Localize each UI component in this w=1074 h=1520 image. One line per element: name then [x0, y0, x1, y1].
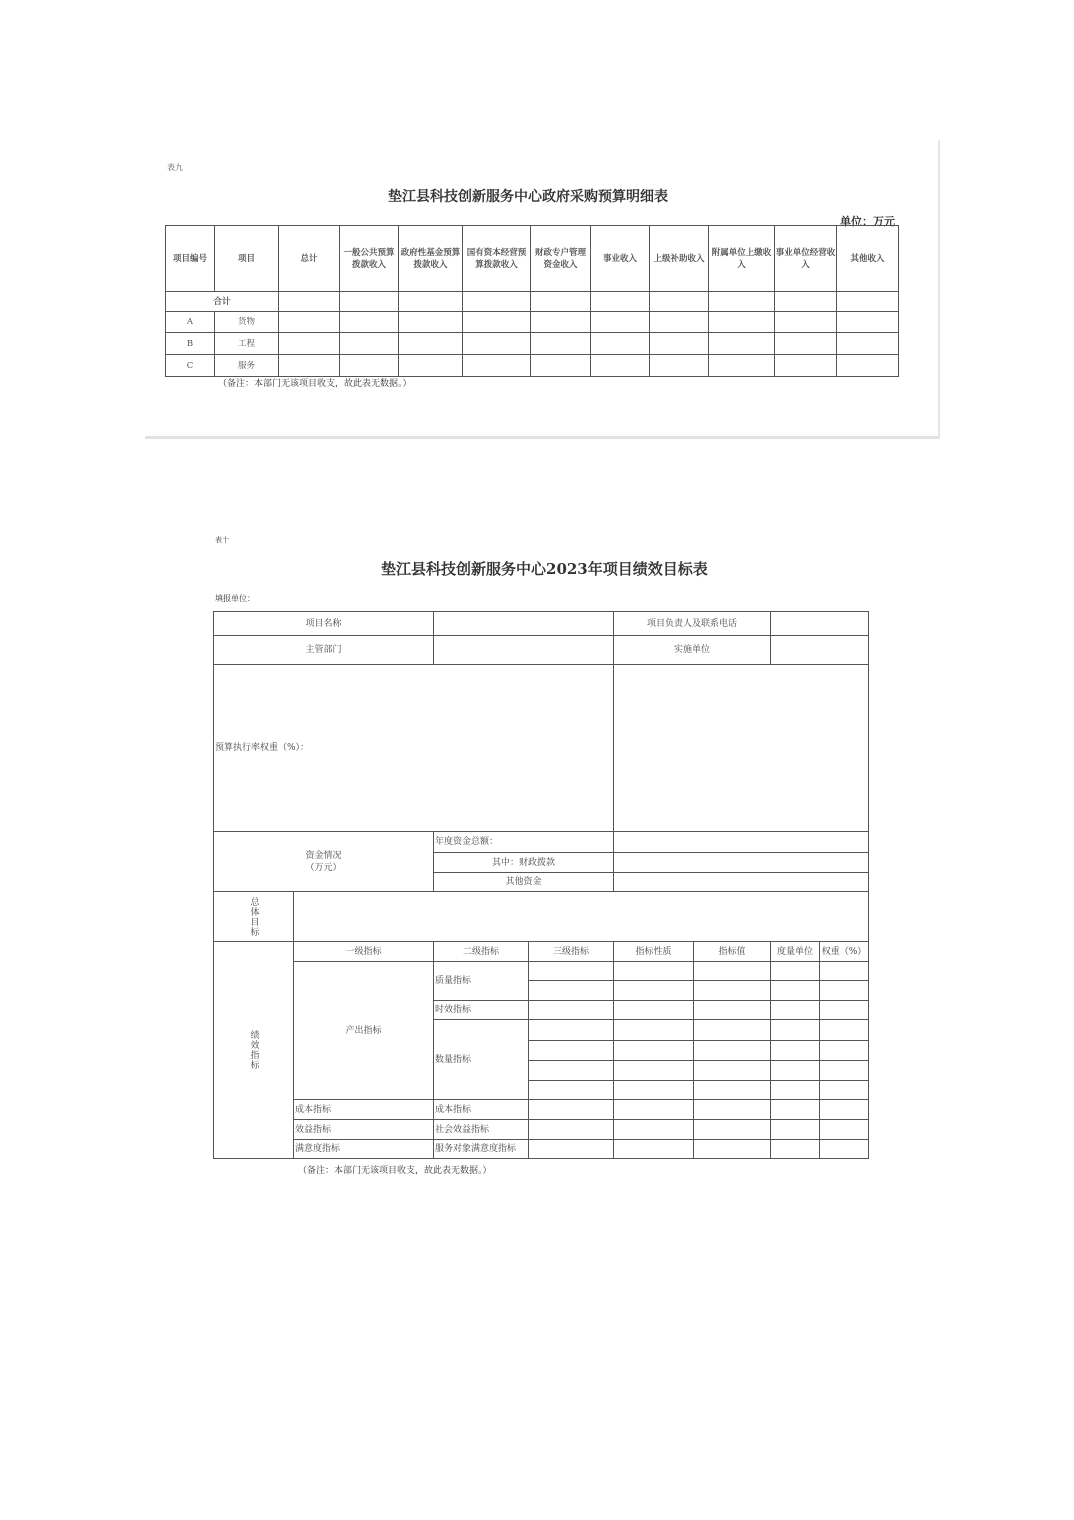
header-cell: 政府性基金预算拨款收入 [399, 226, 463, 292]
header-cell: 一般公共预算拨款收入 [340, 226, 399, 292]
social-benefit-indicator: 社会效益指标 [434, 1120, 529, 1140]
header-cell: 总计 [279, 226, 340, 292]
header-cell: 事业收入 [591, 226, 650, 292]
table9-unit: 单位：万元 [840, 215, 895, 228]
filler-unit-label: 填报单位： [215, 594, 255, 603]
header-cell: 项目编号 [166, 226, 215, 292]
cost-sub-indicator: 成本指标 [434, 1100, 529, 1120]
budget-rate-label: 预算执行率权重（%）： [214, 665, 614, 832]
timeliness-indicator: 时效指标 [434, 1001, 529, 1020]
table-row [166, 333, 899, 355]
performance-target-table [213, 611, 869, 1159]
quality-indicator: 质量指标 [434, 962, 529, 1001]
header-cell: 上级补助收入 [650, 226, 709, 292]
funds-total-label: 年度资金总额： [434, 832, 614, 853]
table9-note: （备注：本部门无该项目收支，故此表无数据。） [218, 379, 412, 389]
header-cell: 二级指标 [434, 942, 529, 962]
benefit-indicator: 效益指标 [294, 1120, 434, 1140]
table-row [166, 355, 899, 377]
row-name: 工程 [215, 333, 279, 355]
header-cell: 一级指标 [294, 942, 434, 962]
header-cell: 三级指标 [529, 942, 614, 962]
table10-note: （备注：本部门无该项目收支，故此表无数据。） [298, 1166, 492, 1176]
header-cell: 指标值 [694, 942, 771, 962]
dept-label: 主管部门 [214, 636, 434, 665]
header-cell: 事业单位经营收入 [775, 226, 837, 292]
header-cell: 国有资本经营预算拨款收入 [463, 226, 531, 292]
overall-goal-label: 总体目标 [214, 892, 294, 942]
table10-tag: 表十 [215, 536, 229, 544]
header-cell: 指标性质 [614, 942, 694, 962]
row-name: 货物 [215, 312, 279, 333]
project-name-label: 项目名称 [214, 612, 434, 636]
header-cell: 其他收入 [837, 226, 899, 292]
funds-other-label: 其他资金 [434, 873, 614, 892]
header-cell: 项目 [215, 226, 279, 292]
table9-tag: 表九 [167, 163, 183, 172]
cost-indicator: 成本指标 [294, 1100, 434, 1120]
quantity-indicator: 数量指标 [434, 1020, 529, 1100]
service-satisfaction-indicator: 服务对象满意度指标 [434, 1140, 529, 1159]
output-indicator: 产出指标 [294, 962, 434, 1100]
header-cell: 附属单位上缴收入 [709, 226, 775, 292]
header-cell: 财政专户管理资金收入 [531, 226, 591, 292]
row-code: B [166, 333, 215, 355]
header-cell: 权重（%） [820, 942, 869, 962]
satisfaction-indicator: 满意度指标 [294, 1140, 434, 1159]
row-code: C [166, 355, 215, 377]
project-owner-label: 项目负责人及联系电话 [614, 612, 771, 636]
perf-indicator-label: 绩效指标 [214, 942, 294, 1159]
table-header-row [166, 226, 899, 292]
impl-unit-label: 实施单位 [614, 636, 771, 665]
header-cell: 度量单位 [771, 942, 820, 962]
total-label: 合计 [166, 292, 279, 312]
row-code: A [166, 312, 215, 333]
funds-fiscal-label: 其中：财政拨款 [434, 853, 614, 873]
procurement-budget-table [165, 225, 899, 377]
funds-label: 资金情况 （万元） [214, 832, 434, 892]
table-row [166, 312, 899, 333]
row-name: 服务 [215, 355, 279, 377]
table10-title: 垫江县科技创新服务中心2023年项目绩效目标表 [381, 560, 708, 578]
table9-title: 垫江县科技创新服务中心政府采购预算明细表 [388, 189, 668, 205]
total-row [166, 292, 899, 312]
